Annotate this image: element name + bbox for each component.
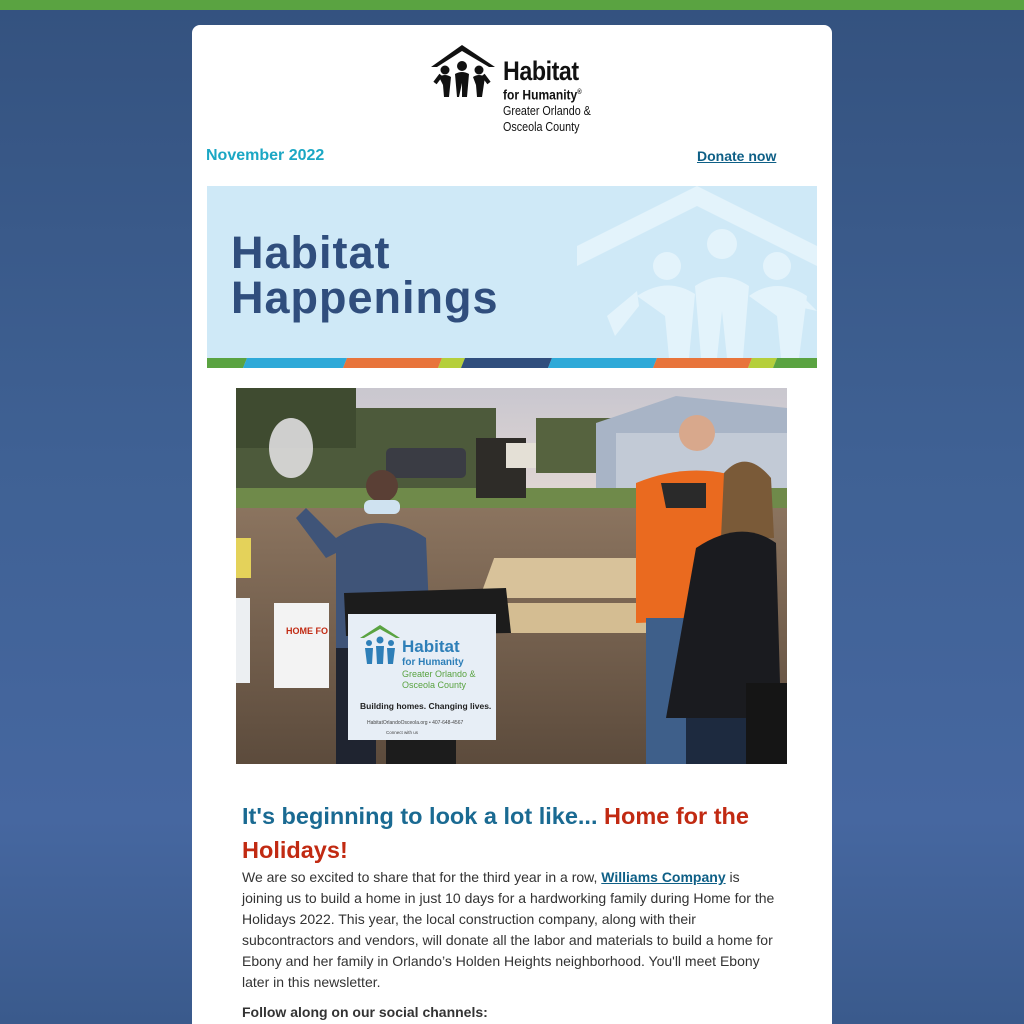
donate-now-link[interactable]: Donate now xyxy=(697,148,777,164)
top-accent-strip xyxy=(0,0,1024,10)
sign-tagline: Building homes. Changing lives. xyxy=(360,701,492,711)
newsletter-card xyxy=(192,25,832,1024)
side-sign-text: HOME FO xyxy=(286,626,328,636)
sign-contact: HabitatOrlandoOsceola.org • 407-648-4567 xyxy=(367,720,464,726)
banner-color-stripes xyxy=(207,358,817,368)
logo-region-line2: Osceola County xyxy=(503,119,580,134)
logo-sub: for Humanity® xyxy=(503,86,582,103)
sign-sub: for Humanity xyxy=(402,657,464,668)
logo-wordmark xyxy=(503,57,605,135)
sign-region1: Greater Orlando & xyxy=(402,669,476,679)
newsletter-date: November 2022 xyxy=(206,147,325,164)
williams-company-link[interactable]: Williams Company xyxy=(601,869,726,885)
body-text-end: is joining us to build a home in just 10 days for a hardworking family during Home for the Holidays 2022. This year, the local construction company, along with their subcontractors and vendors, will donate all the labor and materials to build a home for Ebony and her family in Orlando’s Holden Heights neighborhood. You'll meet Ebony later in this newsletter. xyxy=(242,869,775,990)
groundbreaking-photo xyxy=(236,388,787,764)
habitat-house-people-icon xyxy=(429,43,499,103)
logo-name: Habitat xyxy=(503,56,579,86)
banner-title-line2: Happenings xyxy=(231,272,499,323)
sign-name: Habitat xyxy=(402,637,460,656)
banner-title xyxy=(231,227,499,323)
article-headline xyxy=(242,799,782,867)
logo-region-line1: Greater Orlando & xyxy=(503,103,591,118)
follow-social-label: Follow along on our social channels: xyxy=(242,1004,488,1020)
habitat-happenings-banner xyxy=(207,186,817,368)
groundbreaking-photo-scene xyxy=(236,388,787,764)
sign-connect: Connect with us xyxy=(386,730,419,735)
habitat-logo[interactable] xyxy=(429,43,599,133)
banner-watermark-icon xyxy=(577,186,817,358)
headline-part2: Home for the Holidays! xyxy=(242,803,749,863)
body-text-start: We are so excited to share that for the third year in a row, xyxy=(242,869,602,885)
banner-title-line1: Habitat xyxy=(231,227,391,278)
headline-part1: It's beginning to look a lot like... xyxy=(242,803,605,829)
article-body xyxy=(242,867,782,993)
sign-region2: Osceola County xyxy=(402,680,467,690)
